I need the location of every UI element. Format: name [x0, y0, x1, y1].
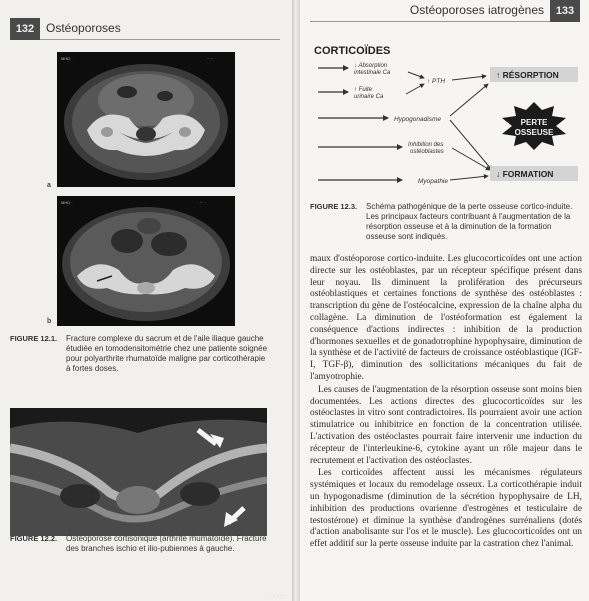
figure-12-2-caption-line: Ostéoporose cortisonique (arthrite rhumatoïde). Fracture	[66, 534, 267, 543]
figure-12-1-caption-line: Fracture complexe du sacrum et de l'aile iliaque gauche	[66, 334, 264, 343]
figure-12-3-caption-line: Les principaux facteurs contribuant à l'augmentation de la	[366, 212, 571, 221]
figure-12-2-caption	[10, 534, 285, 560]
left-page-header	[10, 18, 280, 40]
svg-text:· ··· ·: · ··· ·	[197, 200, 206, 205]
burst-line-2: OSSEUSE	[514, 128, 554, 137]
paragraph: maux d'ostéoporose cortico-induite. Les glucocorticoïdes ont une action directe sur les ostéoblastes, par un récepteur spécifique présent dans leur noyau. Ils diminuent la prolifération des précurseurs ostéoblastiques et certaines fonctions de synthèse des ostéoblastes : transcription du gène de l'ostéocalcine, expression de la chaîne alpha du collagène. La diminution de l'ostéoformation est également la conséquence d'actions indirectes : inhibition de la production d'hormones sexuelles et de gonadotrophine hypophysaire, diminution de la synthèse et de l'activité de facteurs de croissance ostéoblastique (IGF-I, TGF-β), diminution des sollicitations mécaniques du fait de l'amyotrophie.	[310, 254, 582, 382]
paragraph: Les causes de l'augmentation de la résorption osseuse sont moins bien documentées. Les actions directes des glucocorticoïdes sur les ostéoclastes in vitro sont contradictoires. Ils pourraient avoir une action stimulatrice ou inhibitrice en fonction de la concentration utilisée. L'activation des ostéoclastes pourrait faire intervenir une induction du récepteur de l'interleukine-6, cytokine ayant un rôle majeur dans le recrutement et l'activation des ostéoclastes.	[310, 384, 582, 466]
node-myopathie: Myopathie	[418, 178, 448, 185]
node-fuite-line-2: urinaire Ca	[354, 94, 384, 100]
ct-scan-image-a	[57, 52, 235, 187]
node-inhibition-line-2: ostéoblastes	[410, 149, 444, 155]
burst-line-1: PERTE	[520, 118, 548, 127]
figure-12-2-label: FIGURE 12.2.	[10, 534, 58, 543]
figure-12-3-caption-line: osseuse sont indiqués.	[366, 232, 448, 241]
node-absorption-line-2: intestinale Ca	[354, 70, 391, 76]
node-absorption-line-1: ↓ Absorption	[354, 63, 388, 69]
node-fuite-line-1: ↑ Fuite	[354, 87, 373, 93]
figure-12-1-caption-line: à fortes doses.	[66, 364, 119, 373]
right-page	[300, 0, 589, 601]
diagram-title: CORTICOÏDES	[314, 45, 391, 57]
node-hypogonadisme: Hypogonadisme	[394, 116, 441, 123]
formation-label: ↓ FORMATION	[496, 169, 554, 179]
body-text	[310, 254, 582, 551]
node-inhibition-line-1: Inhibition des	[408, 142, 444, 148]
figure-12-1-label: FIGURE 12.1.	[10, 334, 58, 343]
svg-text:MHD ·: MHD ·	[61, 200, 73, 205]
paragraph: Les corticoïdes affectent aussi les mécanismes régulateurs systémiques et locaux du remodelage osseux. La corticothérapie induit un hypogonadisme (diminution de la sécrétion hypophysaire de LH, inhibition des productions ovarienne d'estrogènes et testiculaire de testostérone) et diminue la synthèse d'androgènes surrénaliens (dotés d'action anabolisante sur l'os et le muscle). Les glucocorticoïdes ont un effet additif sur la perte osseuse induite par la castration chez l'animal.	[310, 468, 582, 550]
figure-12-1-caption-line: pour polyarthrite rhumatoïde maligne par corticothérapie	[66, 354, 266, 363]
figure-12-1-caption-line: étudiée en tomodensitométrie chez une patiente soignée	[66, 344, 268, 353]
figure-12-3-caption-line: résorption osseuse et à la diminution de la formation	[366, 222, 552, 231]
ct-scan-image-b	[57, 196, 235, 326]
right-page-number: 133	[550, 0, 580, 22]
left-running-head: Ostéoporoses	[46, 21, 121, 35]
left-page-number: 132	[10, 18, 40, 40]
figure-12-1-caption	[10, 334, 285, 378]
right-page-header	[310, 0, 580, 22]
figure-12-1-panel-b-label: b	[47, 318, 52, 325]
svg-text:MHD·.: MHD·.	[61, 56, 73, 61]
figure-12-1-panel-a-label: a	[47, 182, 51, 189]
book-gutter	[292, 0, 300, 601]
pathogenesis-diagram	[310, 40, 585, 200]
figure-12-2-caption-line: des branches ischio et ilio-pubiennes à gauche.	[66, 544, 235, 553]
figure-12-3-caption-line: Schéma pathogénique de la perte osseuse cortico-induite.	[366, 202, 573, 211]
figure-12-3-label: FIGURE 12.3.	[310, 202, 358, 211]
resorption-label: ↑ RÉSORPTION	[496, 70, 559, 80]
xray-pelvis-image	[10, 408, 267, 536]
node-pth: ↑ PTH	[427, 78, 446, 85]
right-running-head: Ostéoporoses iatrogènes	[409, 3, 544, 17]
left-page	[0, 0, 292, 601]
svg-text:·· ··: ·· ··	[207, 56, 214, 61]
figure-12-3-caption	[310, 202, 585, 246]
library-stamp: · · · · ·	[269, 593, 286, 599]
